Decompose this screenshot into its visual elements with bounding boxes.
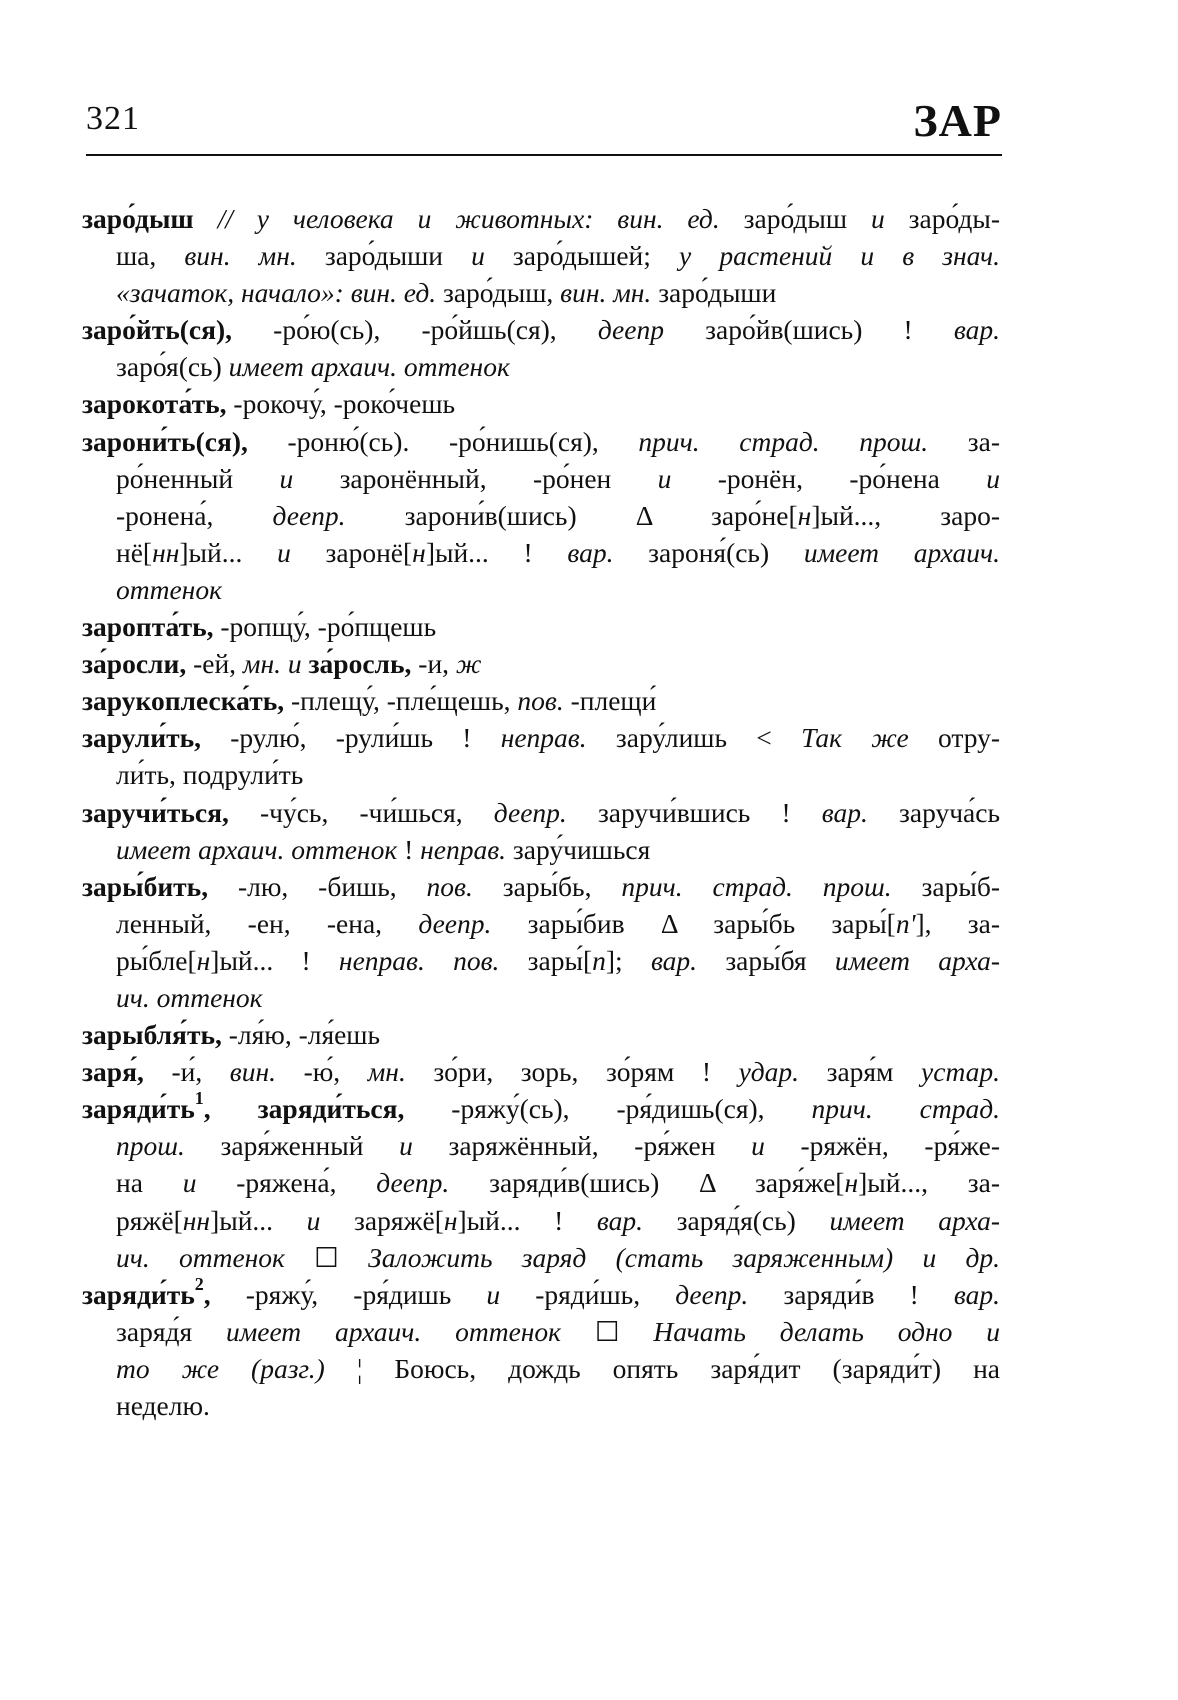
grammar-label: нн [152,536,180,568]
grammar-label: деепр. [493,796,567,828]
grammar-label: вин. мн. [560,277,652,309]
grammar-label: и [986,462,1000,494]
entry-text: ]ый... ! [210,944,339,976]
entry-text: отру- [908,722,1000,754]
headword: заручи́ться, [82,796,229,828]
entry-headword-line [82,719,1000,756]
entry-text: ]ый... [179,536,278,568]
entry-text: ли́ть, подрули́ть [116,759,304,791]
grammar-label: ич. оттенок [116,981,263,1013]
grammar-label: удар. [738,1056,799,1088]
entry-text: ро́ненный [116,462,280,494]
grammar-label: неправ. [420,833,507,865]
grammar-label: и [399,1130,413,1162]
entry-text: ☐ [284,1241,369,1273]
grammar-label: деепр. [376,1167,450,1199]
entry-text: зары́бив Δ зары́бь зары́[ [491,907,896,939]
grammar-label: и [279,462,294,494]
entry-text: за- [928,425,1000,457]
entry-text: зару́лишь < [586,722,802,754]
grammar-label: прош. [116,1130,185,1162]
entry-text: заручи́вшись ! [566,796,822,828]
grammar-label: и [657,462,672,494]
grammar-label: н [797,499,812,531]
entry-continuation-line [82,497,1000,534]
grammar-label: вин. [229,1056,276,1088]
entry-text: на [116,1167,183,1199]
entry-continuation-line [82,979,1000,1016]
entry-continuation-line [82,534,1000,571]
entry-headword-line [82,1053,1000,1090]
entry-text: ]ый..., за- [858,1167,1000,1199]
homonym-index: 2 [194,1273,204,1294]
entry-headword-line [82,423,1000,460]
entry-text: зары́б- [891,870,1000,902]
headword: заро́дыш [82,203,194,234]
header-rule [86,154,1002,156]
grammar-label: имеет архаич. оттенок [228,351,510,383]
grammar-label: и [471,240,485,272]
entry-text: зару́чишься [506,833,651,865]
entry-text: -ро́ю(сь), -ро́йшь(ся), [232,314,598,346]
grammar-label: Так же [801,722,909,754]
headword: зарокота́ть, [82,388,227,420]
grammar-label: оттенок [116,573,222,605]
grammar-label: вар. [567,536,614,568]
grammar-label: имеет архаич. оттенок [116,833,398,865]
entry-text: заро́я(сь) [116,351,229,383]
homonym-index: 1 [194,1088,204,1109]
grammar-label: то же (разг.) [116,1352,325,1384]
entry-text: зарони́в(шись) Δ заро́не[ [345,499,798,531]
grammar-label: нн [182,1204,211,1236]
entry-text: заряди́в(шись) Δ заря́же[ [449,1167,845,1199]
entry-text: -рулю́, -рули́шь ! [201,722,501,754]
entry-text: заро́дыши [651,277,777,309]
entry-text: нё[ [116,536,153,568]
grammar-label: имеет арха- [829,1204,1000,1236]
entry-text: заря́женный [184,1130,400,1162]
entry-text: заронё[ [290,536,413,568]
headword: заряди́ть [82,1093,195,1125]
headword: за́росли, [82,648,187,680]
entry-headword-line [82,1090,1000,1127]
entry-text: ]ый... ! [457,1204,597,1236]
grammar-label: вин. мн. [184,240,297,272]
grammar-label: имеет архаич. [803,536,1001,568]
headword: зарыбля́ть, [82,1019,222,1051]
entry-text [302,648,309,679]
entry-continuation-line [82,1127,1000,1164]
entry-headword-line [82,794,1000,831]
entry-continuation-line [82,460,1000,497]
grammar-label: неправ. пов. [338,944,500,976]
entry-continuation-line [82,942,1000,979]
entry-text: зары́[ [499,944,593,976]
entry-continuation-line [82,1350,1000,1387]
entry-text: ряжё[ [116,1204,183,1236]
entry-text: ! [397,833,421,865]
entry-text: -чу́сь, -чи́шься, [228,796,494,828]
headword: заряди́ть [82,1278,195,1310]
grammar-label: // у человека и животных: вин. ед. [217,203,720,234]
headword: зарули́ть, [82,722,201,754]
grammar-label: деепр. [675,1278,749,1310]
entry-text: заро́дышей; [484,240,680,272]
grammar-label: н [196,944,211,976]
grammar-label: и [751,1130,765,1162]
entry-continuation-line [82,1387,1000,1424]
entry-headword-line [82,385,1000,422]
entry-continuation-line [82,756,1000,793]
grammar-label: п' [895,907,916,939]
entry-text: -рокочу́, -роко́чешь [226,388,456,420]
entry-text: заря́м [799,1056,922,1088]
entry-text: -ряжу́(сь), -ря́дишь(ся), [404,1093,812,1125]
entry-continuation-line [82,1313,1000,1350]
dictionary-body [82,200,1000,1424]
entry-continuation-line [82,1164,1000,1201]
entry-text: ры́бле[ [116,944,197,976]
entry-text: зары́бя [697,944,835,976]
entry-text: заро́дыш [719,203,871,234]
grammar-label: деепр [597,314,664,346]
grammar-label: и [277,536,291,568]
entry-continuation-line [82,348,1000,385]
grammar-label: имеет арха- [834,944,1000,976]
grammar-label: деепр. [272,499,346,531]
headword: зарони́ть(ся), [82,425,248,457]
entry-headword-line [82,311,1000,348]
grammar-label: прич. страд. [811,1093,1000,1125]
grammar-label: неправ. [500,722,587,754]
entry-headword-line [82,200,1000,237]
entry-text: -и́, [143,1056,230,1088]
entry-text: заряд́я [116,1315,226,1347]
entry-text [194,203,218,234]
entry-text: -ля́ю, -ля́ешь [221,1019,381,1051]
entry-text: -ронена́, [116,499,273,531]
entry-text: ша, [116,240,185,272]
entry-continuation-line [82,1202,1000,1239]
grammar-label: у растений и в знач. [679,240,1000,272]
entry-text: -ронён, -ро́нена [671,462,987,494]
entry-text: заряжённый, -ря́жен [412,1130,752,1162]
grammar-label: вар. [953,1278,1000,1310]
entry-text: ]ый... [210,1204,307,1236]
entry-text: -ряди́шь, [500,1278,676,1310]
grammar-label: вар. [596,1204,644,1236]
entry-text: -ей, [186,648,243,680]
entry-text: заро́дыш, [436,277,561,309]
entry-text: -плещу́, -пле́щешь, [284,685,518,717]
entry-text: ленный, -ен, -ена, [116,907,419,939]
entry-headword-line [82,608,1000,645]
entry-text: заряд́я(сь) [643,1204,830,1236]
entry-text: зо́ри, зорь, зо́рям ! [405,1056,739,1088]
entry-text: -ю́, [276,1056,368,1088]
grammar-label: мн. [367,1056,406,1088]
entry-continuation-line [82,237,1000,274]
entry-text: ], за- [915,907,1000,939]
headword: зары́бить, [82,870,209,902]
entry-text: -лю, -бишь, [208,870,427,902]
grammar-label: Начать делать одно и [653,1315,1001,1347]
grammar-label: мн. и [242,648,302,680]
entry-text: ☐ [561,1315,654,1347]
entry-text: заряди́в ! [748,1278,954,1310]
grammar-label: н [443,1204,458,1236]
entry-continuation-line [82,831,1000,868]
entry-text: заро́дыши [296,240,472,272]
grammar-label: прич. страд. прош. [621,870,892,902]
entry-continuation-line [82,274,1000,311]
grammar-label: устар. [921,1056,1001,1088]
grammar-label: пов. [426,870,473,902]
grammar-label: ич. оттенок [116,1241,285,1273]
entry-text: заро́йв(шись) ! [663,314,954,346]
entry-headword-line [82,868,1000,905]
headword: зарукоплеска́ть, [82,685,285,717]
grammar-label: вар. [821,796,868,828]
grammar-label: ж [455,648,482,680]
entry-text: -ропщу́, -ро́пщешь [213,611,437,643]
grammar-label: п [592,944,606,976]
entry-text: зары́бь, [472,870,622,902]
entry-text: заряжё[ [320,1204,444,1236]
entry-text: зароня́(сь) [613,536,804,568]
grammar-label: и [486,1278,501,1310]
page-number: 321 [86,100,140,137]
grammar-label: н [844,1167,859,1199]
entry-headword-line [82,1273,1000,1313]
headword: за́росль, [308,648,412,680]
entry-text: -ряжена́, [196,1167,377,1199]
grammar-label: и [870,203,885,234]
headword: заря́, [82,1056,144,1088]
entry-text: ¦ Боюсь, дождь опять заря́дит (заряди́т) на [324,1352,1000,1384]
entry-text: -ряжён, -ря́же- [764,1130,1000,1162]
entry-text: заронённый, -ро́нен [293,462,658,494]
grammar-label: «зачаток, начало»: вин. ед. [116,277,437,309]
entry-text: неделю. [116,1390,210,1421]
headword: , [203,1278,211,1310]
entry-text: заро́ды- [884,203,1001,234]
grammar-label: имеет архаич. оттенок [225,1315,562,1347]
grammar-label: прич. страд. прош. [638,425,929,457]
grammar-label: пов. [517,685,564,717]
entry-continuation-line [82,905,1000,942]
entry-continuation-line [82,1239,1000,1276]
grammar-label: н [412,536,426,568]
grammar-label: вар. [953,314,1001,346]
entry-text: ]; [605,944,651,976]
entry-text: ]ый... ! [425,536,568,568]
headword: , заряди́ться, [203,1093,405,1125]
grammar-label: и [306,1204,321,1236]
grammar-label: вар. [650,944,698,976]
entry-text: -и, [411,648,456,680]
entry-headword-line [82,1016,1000,1053]
grammar-label: Заложить заряд (стать заряженным) и др. [368,1241,1000,1273]
entry-text: заруча́сь [867,796,1000,828]
grammar-label: деепр. [418,907,492,939]
headword: заропта́ть, [82,611,214,643]
headword: заро́йть(ся), [82,314,233,346]
grammar-label: и [182,1167,197,1199]
entry-headword-line [82,645,1000,682]
running-head: ЗАР [913,95,1002,146]
entry-continuation-line [82,571,1000,608]
entry-text: -плещи́ [563,685,657,717]
entry-text: ]ый..., заро- [811,499,1001,531]
entry-text: -роню́(сь). -ро́нишь(ся), [247,425,639,457]
entry-text: -ряжу́, -ря́дишь [210,1278,487,1310]
entry-headword-line [82,682,1000,719]
